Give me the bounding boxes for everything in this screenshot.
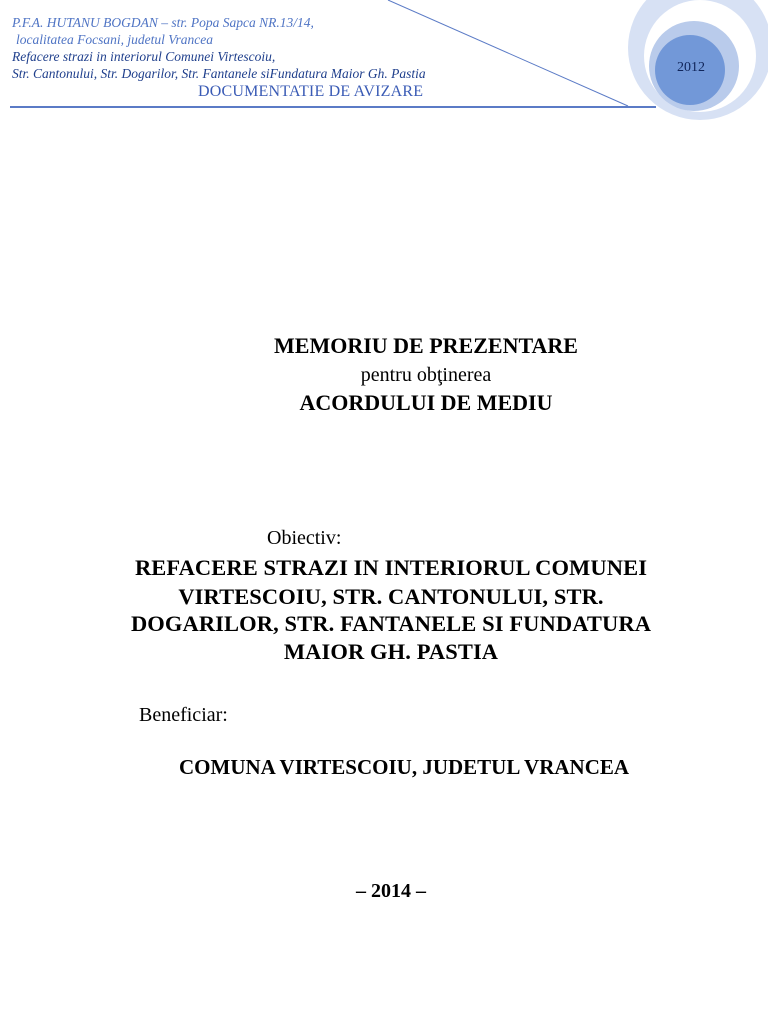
header-subtitle: DOCUMENTATIE DE AVIZARE — [198, 83, 424, 100]
header-company-line: P.F.A. HUTANU BOGDAN – str. Popa Sapca NR.13/14, — [12, 15, 314, 30]
objective-line: MAIOR GH. PASTIA — [283, 639, 499, 664]
diagonal-rule — [388, 0, 628, 106]
document-header — [0, 0, 768, 120]
document-title-subline: pentru obţinerea — [360, 364, 492, 386]
objective-label: Obiectiv: — [267, 527, 342, 549]
beneficiary-name: COMUNA VIRTESCOIU, JUDETUL VRANCEA — [179, 755, 630, 779]
header-divider — [10, 106, 656, 108]
beneficiary-label: Beneficiar: — [139, 704, 228, 726]
objective-line: DOGARILOR, STR. FANTANELE SI FUNDATURA — [130, 611, 652, 636]
header-year-badge: 2012 — [677, 60, 705, 75]
document-year: – 2014 – — [356, 880, 426, 902]
header-locality-line: localitatea Focsani, judetul Vrancea — [16, 32, 213, 47]
document-title: MEMORIU DE PREZENTARE — [274, 333, 578, 358]
document-title-line3: ACORDULUI DE MEDIU — [299, 390, 553, 415]
objective-line: REFACERE STRAZI IN INTERIORUL COMUNEI — [134, 555, 648, 580]
objective-line: VIRTESCOIU, STR. CANTONULUI, STR. — [178, 584, 604, 609]
header-project-line: Refacere strazi in interiorul Comunei Virtescoiu, — [12, 49, 276, 64]
header-streets-line: Str. Cantonului, Str. Dogarilor, Str. Fantanele siFundatura Maior Gh. Pastia — [12, 66, 426, 81]
